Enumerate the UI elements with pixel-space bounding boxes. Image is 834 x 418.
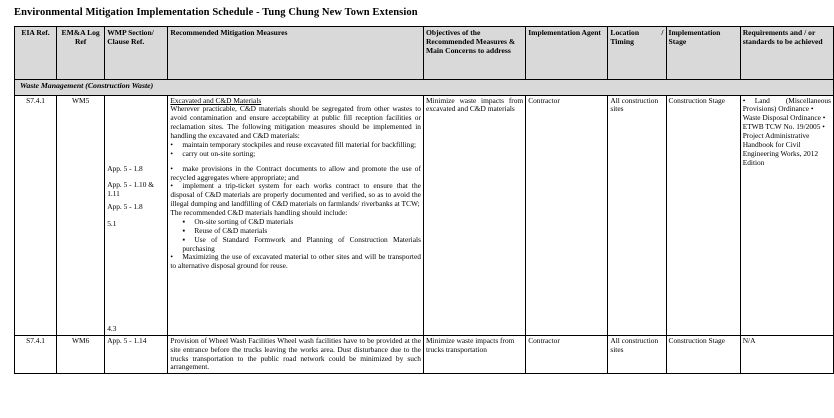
- measures-bullet: • make provisions in the Contract documents to allow and promote the use of recycled aggregates where appropriate; and: [170, 163, 421, 182]
- wmp-ref-item: App. 5 - 1.8: [107, 202, 143, 212]
- measures-heading: Excavated and C&D Materials: [170, 95, 262, 105]
- measures-handling-bullet: ▪ Use of Standard Formwork and Planning of Construction Materials purchasing: [182, 234, 421, 253]
- cell-stage: Construction Stage: [666, 335, 740, 374]
- cell-stage: Construction Stage: [666, 95, 740, 335]
- wmp-ref-item: 4.3: [107, 323, 117, 333]
- measures-bullet: • implement a trip-ticket system for each works contract to ensure that the disposal of C&D materials are properly documented and verified, so as to avoid the illegal dumping and landfilling of C&D materials on farmlands/ riverbanks at TCW;: [170, 181, 421, 209]
- measures-bullet: • carry out on-site sorting;: [170, 148, 256, 158]
- column-header-requirements: Requirements and / or standards to be achieved: [740, 26, 833, 79]
- wmp-ref-item: 5.1: [107, 219, 117, 229]
- wmp-ref-item: App. 5 - 1.8: [107, 163, 143, 173]
- column-header-wmp-ref: WMP Section/ Clause Ref.: [105, 26, 168, 79]
- cell-agent: Contractor: [526, 335, 608, 374]
- mitigation-schedule-table: [14, 26, 834, 375]
- cell-mitigation-measures: [168, 335, 424, 374]
- requirements-item: ETWB TCW No. 19/2005 •: [742, 122, 825, 132]
- bullet-icon: •: [742, 95, 746, 105]
- table-row: [15, 335, 834, 374]
- bullet-icon: •: [170, 252, 173, 262]
- cell-mitigation-measures: [168, 95, 424, 335]
- cell-eia-ref: S7.4.1: [15, 95, 57, 335]
- measures-handling-bullet: ▪ Reuse of C&D materials: [182, 225, 268, 235]
- measures-intro: Wherever practicable, C&D materials should be segregated from other wastes to avoid contamination and ensure acceptability at public fill reception facilities or reclamation sites. The following mitigation measures should be implemented in handling the excavated and C&D materials:: [170, 104, 421, 141]
- measures-bullet: • maintain temporary stockpiles and reuse excavated fill material for backfilling;: [170, 139, 417, 149]
- cell-wmp-ref: App. 5 - 1.14: [105, 335, 168, 374]
- requirements-item: Project Administrative Handbook for Civil Engineering Works, 2012 Edition: [742, 131, 819, 167]
- column-header-slash: /: [661, 27, 664, 37]
- table-header: [15, 26, 834, 79]
- cell-requirements: [740, 95, 833, 335]
- cell-agent: Contractor: [526, 95, 608, 335]
- measures-handling-bullet: ▪ On-site sorting of C&D materials: [182, 216, 294, 226]
- cell-requirements: N/A: [740, 335, 833, 374]
- bullet-icon: •: [170, 139, 173, 149]
- bullet-icon: •: [170, 181, 173, 191]
- header-row: [15, 26, 834, 79]
- measures-intro: Provision of Wheel Wash Facilities Wheel wash facilities have to be provided at the site entrance before the trucks leaving the works area. Dust disturbance due to the trucks transportation to the public road network could be minimized by such arrangement.: [170, 335, 421, 372]
- wmp-ref-item: App. 5 - 1.10 & 1.11: [107, 180, 155, 199]
- cell-location-timing: All construction sites: [608, 95, 666, 335]
- measures-closing-bullet: • Maximizing the use of excavated material to other sites and will be transported to alternative disposal ground for reuse.: [170, 252, 421, 271]
- cell-eia-ref: S7.4.1: [15, 335, 57, 374]
- table-row: [15, 95, 834, 335]
- cell-emalog-ref: WM6: [57, 335, 105, 374]
- column-header-measures: Recommended Mitigation Measures: [168, 26, 424, 79]
- square-bullet-icon: ▪: [182, 216, 185, 226]
- section-heading-waste-management: Waste Management (Construction Waste): [15, 79, 834, 95]
- page-title: Environmental Mitigation Implementation Schedule - Tung Chung New Town Extension: [14, 7, 418, 18]
- cell-location-timing: All construction sites: [608, 335, 666, 374]
- requirements-item: Waste Disposal Ordinance •: [742, 113, 826, 123]
- bullet-icon: •: [170, 163, 173, 173]
- column-header-agent: Implementation Agent: [526, 26, 608, 79]
- bullet-icon: •: [170, 148, 173, 158]
- measures-handling-lead: The recommended C&D materials handling should include:: [170, 208, 348, 218]
- cell-wmp-ref: [105, 95, 168, 335]
- column-header-objectives: Objectives of the Recommended Measures & Main Concerns to address: [423, 26, 525, 79]
- table-body: [15, 79, 834, 374]
- column-header-emalog-ref: EM&A Log Ref: [57, 26, 105, 79]
- column-header-timing: Timing: [610, 36, 634, 46]
- square-bullet-icon: ▪: [182, 225, 185, 235]
- cell-emalog-ref: WM5: [57, 95, 105, 335]
- column-header-eia-ref: EIA Ref.: [15, 26, 57, 79]
- requirements-bullet: • Land (Miscellaneous Provisions) Ordinance •: [742, 95, 831, 114]
- column-header-location-timing: [608, 26, 666, 79]
- section-heading-row: [15, 79, 834, 95]
- square-bullet-icon: ▪: [182, 234, 185, 244]
- cell-objectives: Minimize waste impacts from excavated and C&D materials: [423, 95, 525, 335]
- column-header-stage: Implementation Stage: [666, 26, 740, 79]
- column-header-location: Location: [610, 27, 640, 37]
- cell-objectives: Minimize waste impacts from trucks transportation: [423, 335, 525, 374]
